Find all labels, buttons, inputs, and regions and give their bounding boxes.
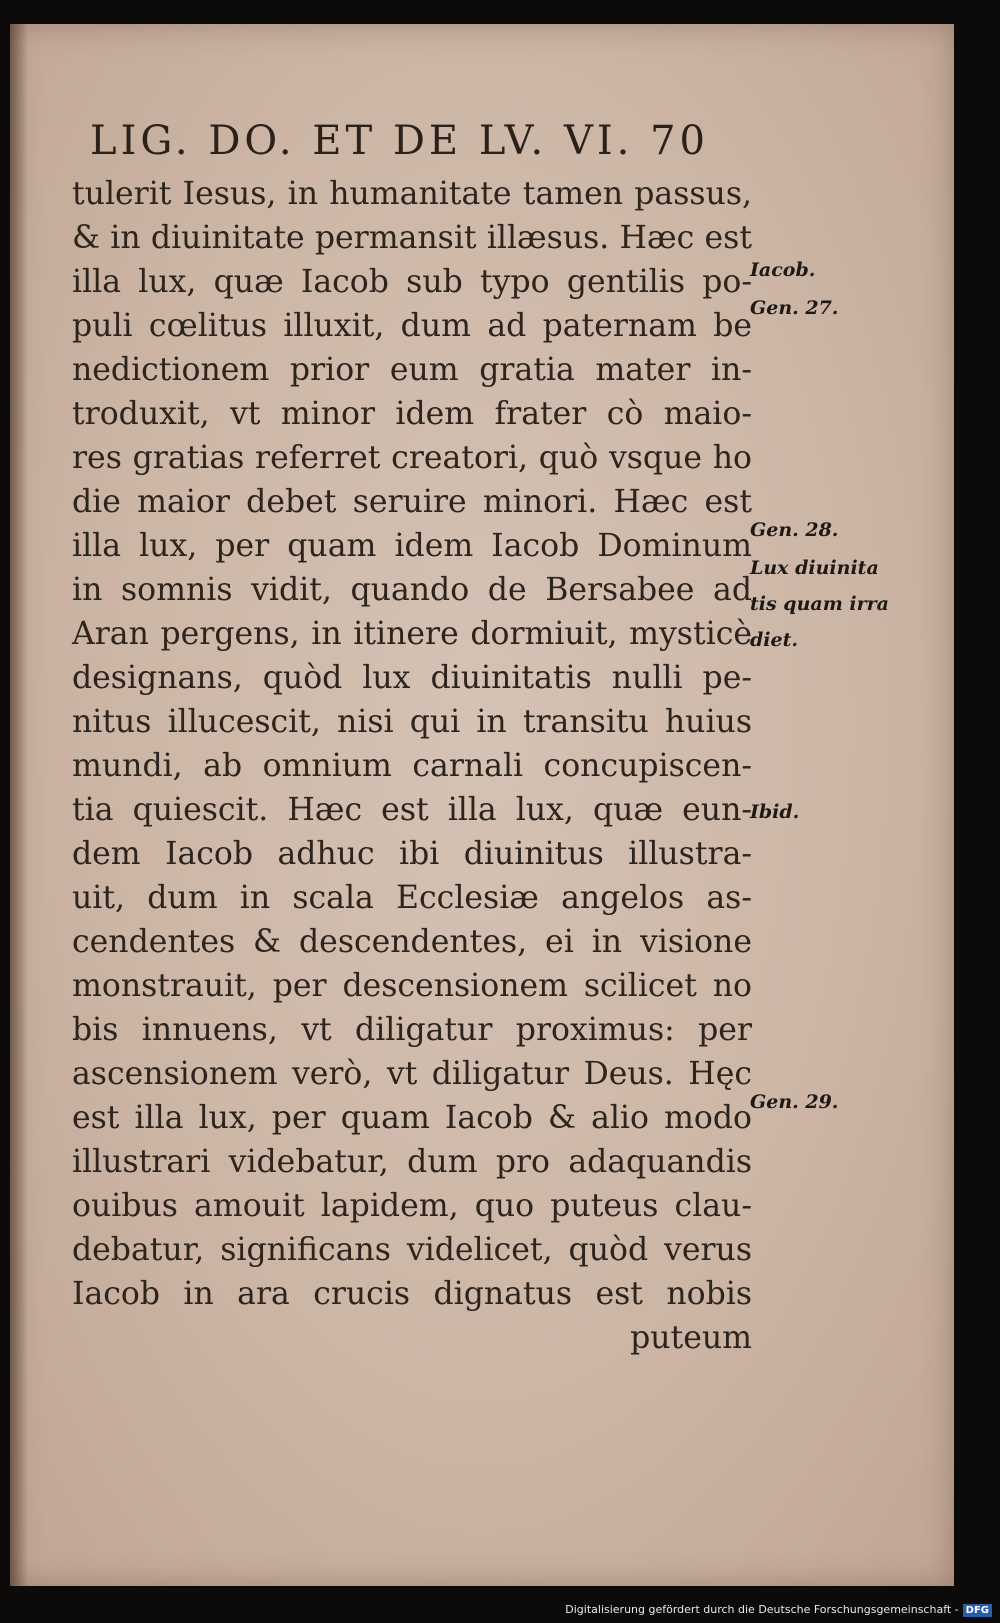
text-line: tulerit Iesus, in humanitate tamen passus, — [72, 176, 752, 212]
margin-note-diet: diet. — [750, 629, 798, 651]
running-head: LIG. DO. ET DE LV. VI. 70 — [90, 118, 710, 164]
text-line: illustrari videbatur, dum pro adaquandis — [72, 1144, 752, 1180]
text-line: tia quiescit. Hæc est illa lux, quæ eun- — [72, 792, 752, 828]
text-line: debatur, significans videlicet, quòd verus — [72, 1232, 752, 1268]
text-line: in somnis vidit, quando de Bersabee ad — [72, 572, 752, 608]
catchword: puteum — [630, 1320, 752, 1356]
body-text — [72, 172, 752, 1360]
text-line: illa lux, per quam idem Iacob Dominum — [72, 528, 752, 564]
text-line: ouibus amouit lapidem, quo puteus clau- — [72, 1188, 752, 1224]
text-line: res gratias referret creatori, quò vsque ho — [72, 440, 752, 476]
text-line: illa lux, quæ Iacob sub typo gentilis po- — [72, 264, 752, 300]
text-line: Aran pergens, in itinere dormiuit, mysticè — [72, 616, 752, 652]
text-line: mundi, ab omnium carnali concupiscen- — [72, 748, 752, 784]
text-line: dem Iacob adhuc ibi diuinitus illustra- — [72, 836, 752, 872]
text-line: & in diuinitate permansit illæsus. Hæc est — [72, 220, 752, 256]
margin-note-gen-29: Gen. 29. — [750, 1091, 839, 1113]
dfg-logo: DFG — [963, 1604, 992, 1617]
margin-note-lux-diuinitatis: Lux diuinita — [750, 557, 879, 579]
text-line: monstrauit, per descensionem scilicet no — [72, 968, 752, 1004]
text-line: nedictionem prior eum gratia mater in- — [72, 352, 752, 388]
text-line: puli cœlitus illuxit, dum ad paternam be — [72, 308, 752, 344]
margin-note-gen-27: Gen. 27. — [750, 297, 839, 319]
text-line: cendentes & descendentes, ei in visione — [72, 924, 752, 960]
text-line: ascensionem verò, vt diligatur Deus. Hęc — [72, 1056, 752, 1092]
text-line: die maior debet seruire minori. Hæc est — [72, 484, 752, 520]
margin-note-quam-irradiet: tis quam irra — [750, 593, 889, 615]
text-line: Iacob in ara crucis dignatus est nobis — [72, 1276, 752, 1312]
margin-note-iacob: Iacob. — [750, 259, 816, 281]
text-line: troduxit, vt minor idem frater cò maio- — [72, 396, 752, 432]
digitization-credit — [565, 1601, 992, 1619]
margin-note-gen-28: Gen. 28. — [750, 519, 839, 541]
text-line: bis innuens, vt diligatur proximus: per — [72, 1012, 752, 1048]
credit-text: Digitalisierung gefördert durch die Deutsche Forschungsgemeinschaft - — [565, 1603, 959, 1616]
text-line: est illa lux, per quam Iacob & alio modo — [72, 1100, 752, 1136]
text-line: uit, dum in scala Ecclesiæ angelos as- — [72, 880, 752, 916]
spine-shadow — [10, 24, 28, 1586]
text-line: designans, quòd lux diuinitatis nulli pe- — [72, 660, 752, 696]
margin-note-ibid: Ibid. — [750, 801, 800, 823]
text-line: nitus illucescit, nisi qui in transitu huius — [72, 704, 752, 740]
